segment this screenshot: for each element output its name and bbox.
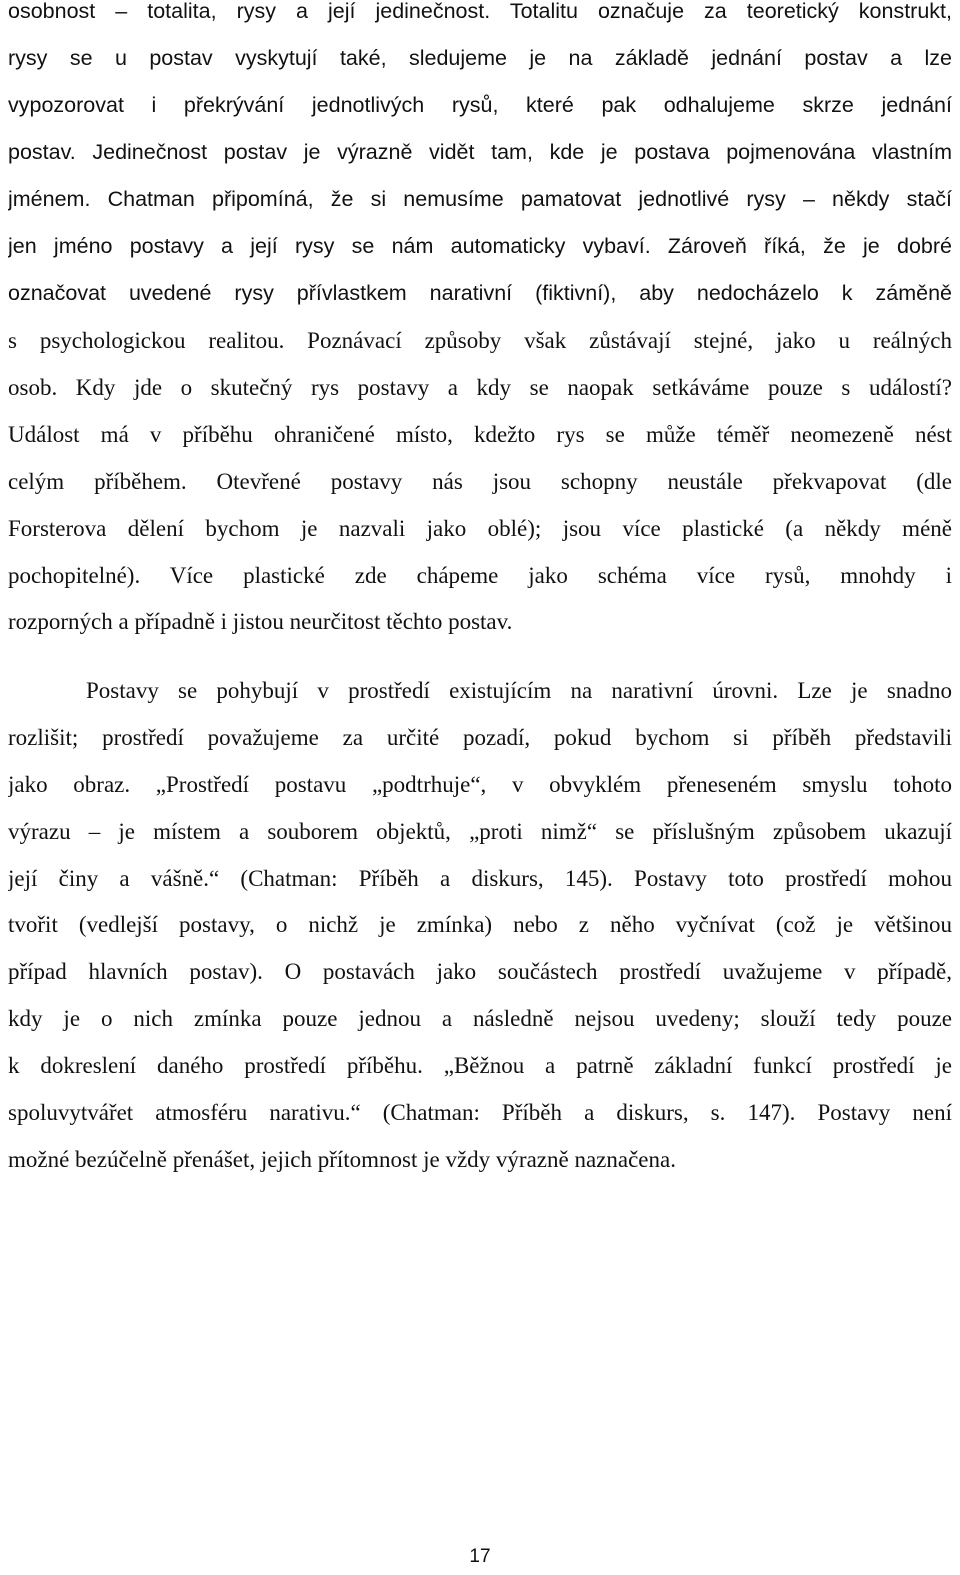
text-line: rozporných a případně i jistou neurčitost těchto postav. (8, 609, 513, 634)
text-line: celým příběhem. Otevřené postavy nás jsou schopny neustále překvapovat (dle (8, 469, 952, 494)
text-line: případ hlavních postav). O postavách jako součástech prostředí uvažujeme v případě, (8, 959, 952, 984)
text-line: její činy a vášně.“ (Chatman: Příběh a diskurs, 145). Postavy toto prostředí mohou (8, 866, 952, 891)
text-line: k dokreslení daného prostředí příběhu. „Běžnou a patrně základní funkcí prostředí je (8, 1053, 952, 1078)
text-line: jménem. Chatman připomíná, že si nemusíme pamatovat jednotlivé rysy – někdy stačí (8, 187, 952, 211)
text-line: vypozorovat i překrývání jednotlivých rysů, které pak odhalujeme skrze jednání (8, 93, 952, 117)
text-line: Událost má v příběhu ohraničené místo, kdežto rys se může téměř neomezeně nést (8, 422, 952, 447)
text-line: Forsterova dělení bychom je nazvali jako oblé); jsou více plastické (a někdy méně (8, 516, 952, 541)
text-line: jen jméno postavy a její rysy se nám automaticky vybaví. Zároveň říká, že je dobré (8, 234, 952, 258)
text-line: kdy je o nich zmínka pouze jednou a následně nejsou uvedeny; slouží tedy pouze (8, 1006, 952, 1031)
page-number: 17 (469, 1546, 491, 1567)
text-line: možné bezúčelně přenášet, jejich přítomnost je vždy výrazně naznačena. (8, 1147, 676, 1172)
text-line: pochopitelné). Více plastické zde chápeme jako schéma více rysů, mnohdy i (8, 563, 952, 588)
text-line: spoluvytvářet atmosféru narativu.“ (Chatman: Příběh a diskurs, s. 147). Postavy není (8, 1100, 952, 1125)
text-line: označovat uvedené rysy přívlastkem narativní (fiktivní), aby nedocházelo k záměně (8, 281, 952, 305)
text-line: Postavy se pohybují v prostředí existujícím na narativní úrovni. Lze je snadno (86, 678, 952, 703)
text-line: výrazu – je místem a souborem objektů, „proti nimž“ se příslušným způsobem ukazují (8, 819, 952, 844)
text-line: postav. Jedinečnost postav je výrazně vidět tam, kde je postava pojmenována vlastním (8, 140, 952, 164)
text-line: osob. Kdy jde o skutečný rys postavy a kdy se naopak setkáváme pouze s událostí? (8, 375, 952, 400)
text-line: rozlišit; prostředí považujeme za určité pozadí, pokud bychom si příběh představili (8, 725, 952, 750)
text-line: rysy se u postav vyskytují také, sledujeme je na základě jednání postav a lze (8, 46, 952, 70)
text-line: s psychologickou realitou. Poznávací způsoby však zůstávají stejné, jako u reálných (8, 328, 952, 353)
text-line: tvořit (vedlejší postavy, o nichž je zmínka) nebo z něho vyčnívat (což je většinou (8, 912, 952, 937)
text-line: osobnost – totalita, rysy a její jedinečnost. Totalitu označuje za teoretický konstrukt, (8, 0, 952, 23)
text-line: jako obraz. „Prostředí postavu „podtrhuje“, v obvyklém přeneseném smyslu tohoto (8, 772, 952, 797)
